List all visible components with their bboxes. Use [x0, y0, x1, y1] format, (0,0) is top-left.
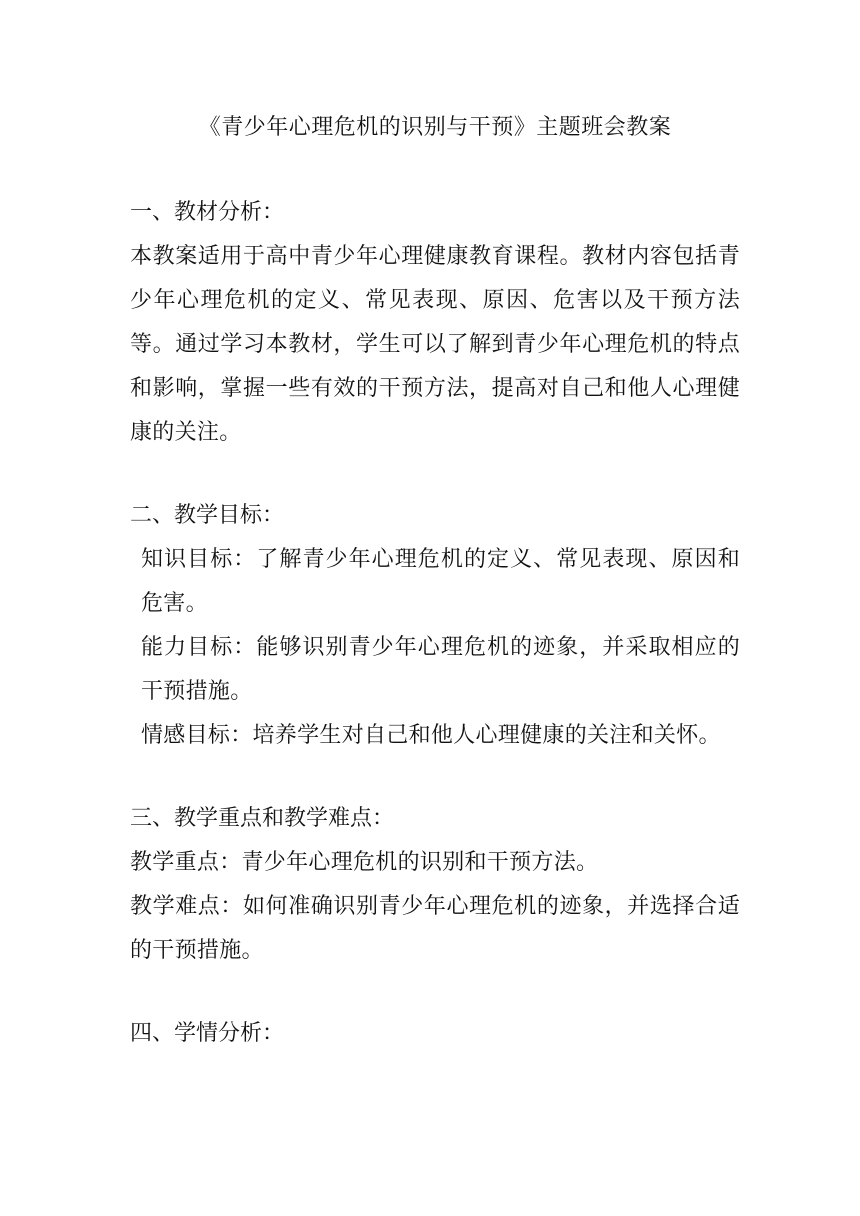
- paragraph: 本教案适用于高中青少年心理健康教育课程。教材内容包括青少年心理危机的定义、常见表现、原因、危害以及干预方法等。通过学习本教材，学生可以了解到青少年心理危机的特点和影响，掌握一些有效的干预方法，提高对自己和他人心理健康的关注。: [130, 244, 740, 445]
- section-textbook-analysis: [130, 191, 740, 455]
- document-content: [130, 108, 740, 1095]
- objective-knowledge: 知识目标：了解青少年心理危机的定义、常见表现、原因和危害。: [141, 547, 740, 616]
- difficult-point: 教学难点：如何准确识别青少年心理危机的迹象，并选择合适的干预措施。: [130, 894, 740, 963]
- section-heading: 三、教学重点和教学难点：: [130, 806, 395, 831]
- section-heading: 四、学情分析：: [130, 1021, 285, 1046]
- objective-emotion: 情感目标：培养学生对自己和他人心理健康的关注和关怀。: [141, 723, 721, 748]
- section-teaching-objectives: [130, 494, 740, 758]
- key-point: 教学重点：青少年心理危机的识别和干预方法。: [130, 850, 599, 875]
- section-learner-analysis: [130, 1012, 740, 1056]
- document-title: 《青少年心理危机的识别与干预》主题班会教案: [198, 115, 672, 140]
- objective-ability: 能力目标：能够识别青少年心理危机的迹象，并采取相应的干预措施。: [141, 635, 740, 704]
- section-key-points: [130, 797, 740, 973]
- section-heading: 一、教材分析：: [130, 200, 285, 225]
- section-heading: 二、教学目标：: [130, 503, 285, 528]
